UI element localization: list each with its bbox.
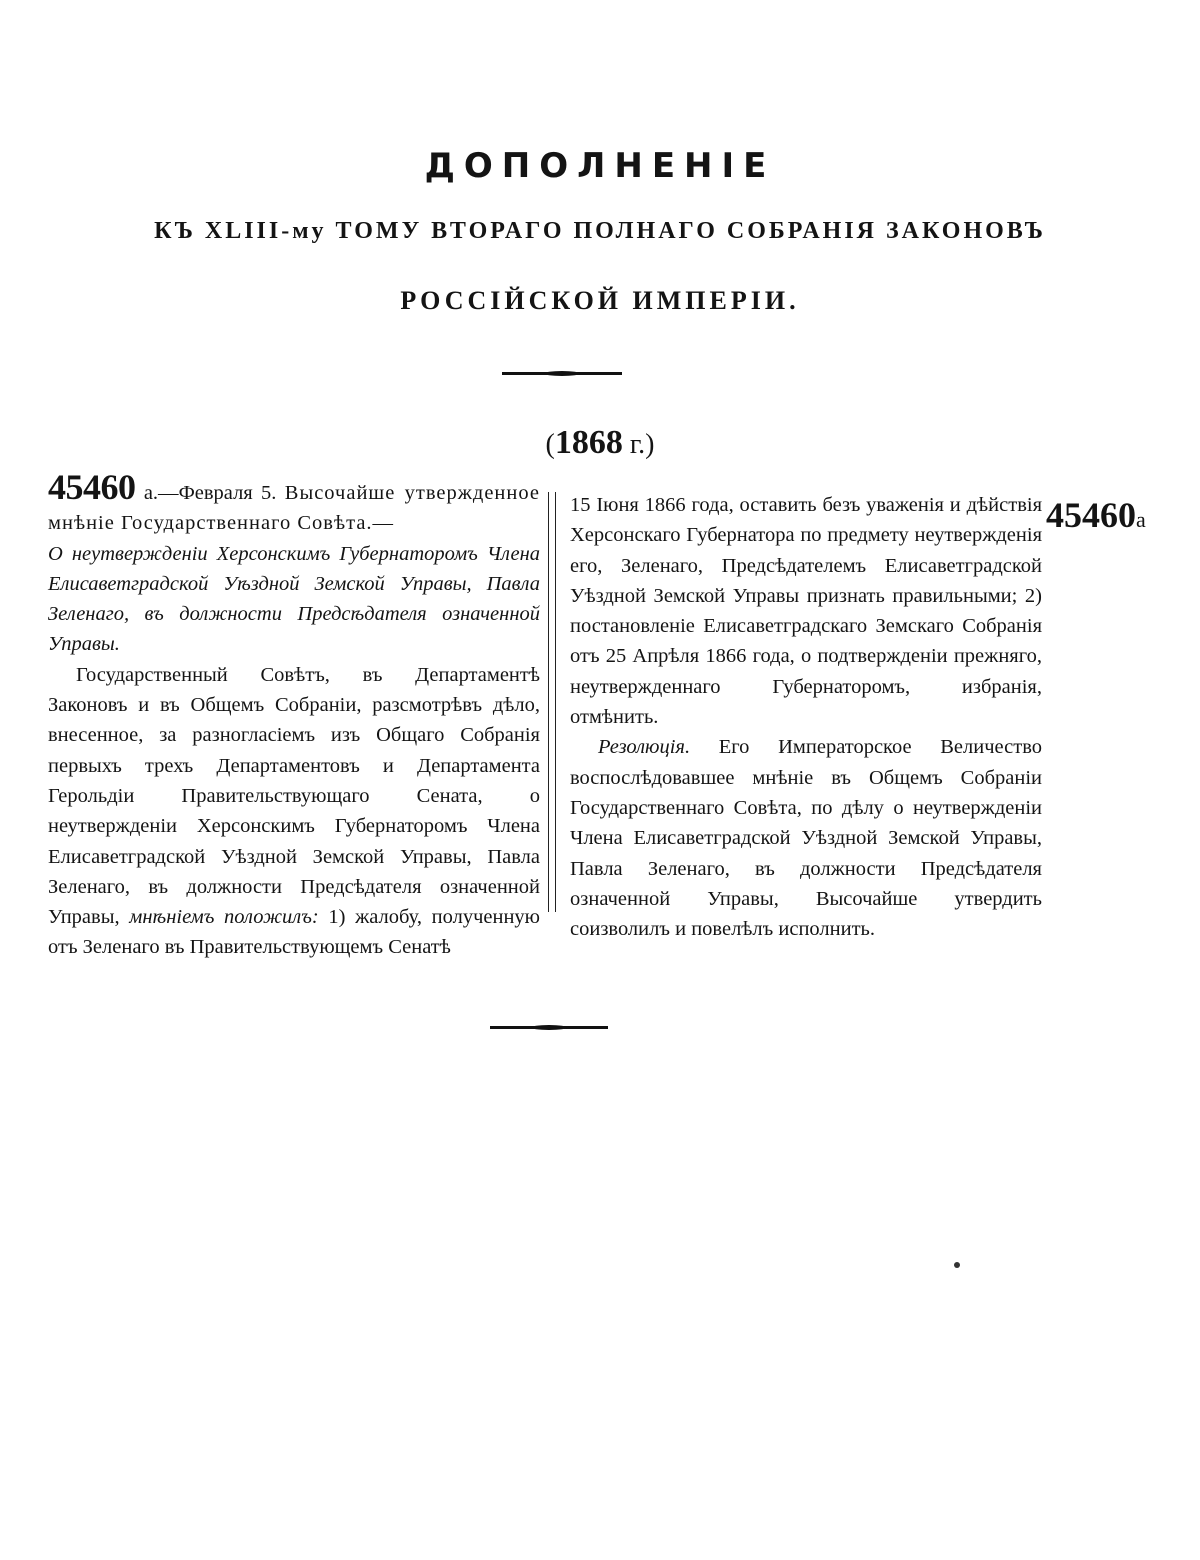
year-number: 1868 xyxy=(554,424,623,461)
resolution-text: Его Императорское Величество воспослѣдовавшее мнѣніе въ Общемъ Собраніи Государственнаго Совѣта, по дѣлу о неутвержденіи Члена Елисаветградской Уѣздной Земской Управы, Павла Зеленаго, въ должности Предсѣдателя означенной Управы, Высочайше утвердить соизволилъ и повелѣлъ исполнить. xyxy=(570,736,1042,941)
law-body-part2: 1) жалобу, полученную отъ Зеленаго въ Правительствующемъ Сенатѣ xyxy=(48,906,540,959)
year-heading xyxy=(0,424,1200,462)
opinion-phrase: мнѣніемъ положилъ: xyxy=(129,906,319,929)
column-divider xyxy=(548,492,556,912)
entry-header xyxy=(48,467,540,539)
year-open-paren: ( xyxy=(545,429,555,460)
law-number: 45460 xyxy=(48,467,136,507)
law-body-part1: Государственный Совѣтъ, въ Департаментѣ Законовъ и въ Общемъ Собраніи, разсмотрѣвъ дѣло, внесенное, за разногласіемъ изъ Общаго Собранія первыхъ трехъ Департаментовъ и Департамента Герольдіи Правительствующаго Сената, о неутвержденіи Херсонскимъ Губернаторомъ Члена Елисаветградской Уѣздной Земской Управы, Павла Зеленаго, въ должности Предсѣдателя означенной Управы, xyxy=(48,663,540,929)
resolution xyxy=(570,732,1042,944)
law-body-continued: 15 Іюня 1866 года, оставить безъ уваженія и дѣйствія Херсонскаго Губернатора по предмету неутвержденія его, Зеленаго, Предсѣдателемъ Елисаветградской Уѣздной Земской Управы признать правильными; 2) постановленіе Елисаветградскаго Земскаго Собранія отъ 25 Апрѣля 1866 года, о подтвержденіи прежняго, неутвержденнаго Губернаторомъ, избранія, отмѣнить. xyxy=(570,494,1042,729)
margin-law-number xyxy=(1046,494,1146,536)
margin-suffix: а xyxy=(1136,507,1146,532)
resolution-label: Резолюція. xyxy=(598,736,691,759)
document-subtitle-empire: РОССІЙСКОЙ ИМПЕРІИ. xyxy=(400,286,800,315)
bottom-ornamental-rule xyxy=(490,1026,608,1029)
print-speck xyxy=(954,1262,960,1268)
left-column xyxy=(48,467,540,963)
law-number-suffix: а.— xyxy=(135,482,179,504)
right-column xyxy=(570,490,1042,944)
document-subtitle: КЪ XLIII-му ТОМУ ВТОРАГО ПОЛНАГО СОБРАНІЯ ЗАКОНОВЪ xyxy=(154,218,1046,244)
document-title: ДОПОЛНЕНІЕ xyxy=(424,146,776,186)
law-date: Февраля 5. xyxy=(178,482,285,504)
law-heading: О неутвержденіи Херсонскимъ Губернаторомъ Члена Елисаветградской Уѣздной Земской Управы, Павла Зеленаго, въ должности Предсѣдателя означенной Управы. xyxy=(48,542,540,656)
year-suffix: г.) xyxy=(622,429,655,460)
law-type: Высочайше утвержденное мнѣніе Государственнаго Совѣта.— xyxy=(48,482,540,535)
margin-number: 45460 xyxy=(1046,495,1136,535)
law-body xyxy=(48,660,540,963)
top-ornamental-rule xyxy=(502,372,622,375)
